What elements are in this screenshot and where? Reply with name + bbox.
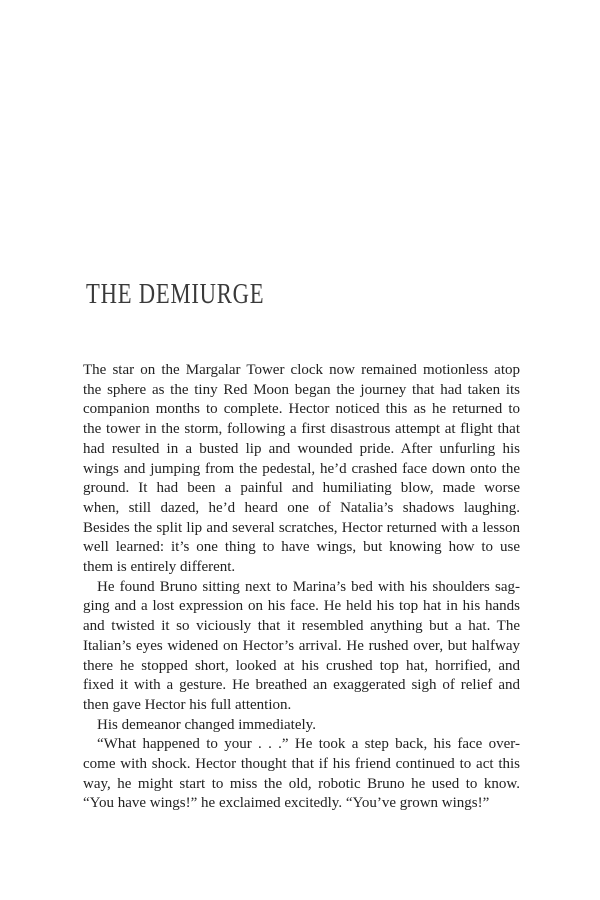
text-line: “You have wings!” he exclaimed excitedly. “You’ve grown wings!” [83,795,490,812]
text-line: when, still dazed, he’d heard one of Natalia’s shadows laughing. [83,499,520,516]
text-line: “What happened to your . . .” He took a step back, his face over- [97,736,520,753]
text-line: Italian’s eyes widened on Hector’s arrival. He rushed over, but halfway [83,637,520,654]
text-line: fixed it with a gesture. He breathed an exaggerated sigh of relief and [83,677,520,694]
text-line: them is entirely different. [83,559,236,576]
text-line: He found Bruno sitting next to Marina’s bed with his shoulders sag- [97,578,520,595]
text-line: ground. It had been a painful and humiliating blow, made worse [83,480,520,497]
text-line: the tower in the storm, following a first disastrous attempt at flight that [83,421,520,438]
text-line: then gave Hector his full attention. [83,696,292,713]
text-line: way, he might start to miss the old, robotic Bruno he used to know. [83,775,520,792]
text-line: well learned: it’s one thing to have wings, but knowing how to use [83,539,520,556]
text-line: come with shock. Hector thought that if his friend continued to act this [83,756,520,773]
text-line: companion months to complete. Hector noticed this as he returned to [83,401,520,418]
body-text [83,361,520,814]
text-line: The star on the Margalar Tower clock now remained motionless atop [83,362,520,378]
text-line: ging and a lost expression on his face. He held his top hat in his hands [83,598,520,615]
text-line: His demeanor changed immediately. [97,716,316,733]
text-line: had resulted in a busted lip and wounded pride. After unfurling his [83,440,520,457]
text-line: and twisted it so viciously that it resembled anything but a hat. The [83,618,520,635]
text-line: Besides the split lip and several scratches, Hector returned with a lesson [83,519,520,536]
text-line: there he stopped short, looked at his crushed top hat, horrified, and [83,657,520,674]
text-line: the sphere as the tiny Red Moon began the journey that had taken its [83,381,520,398]
chapter-title: THE DEMIURGE [86,278,265,310]
text-line: wings and jumping from the pedestal, he’d crashed face down onto the [83,460,520,477]
